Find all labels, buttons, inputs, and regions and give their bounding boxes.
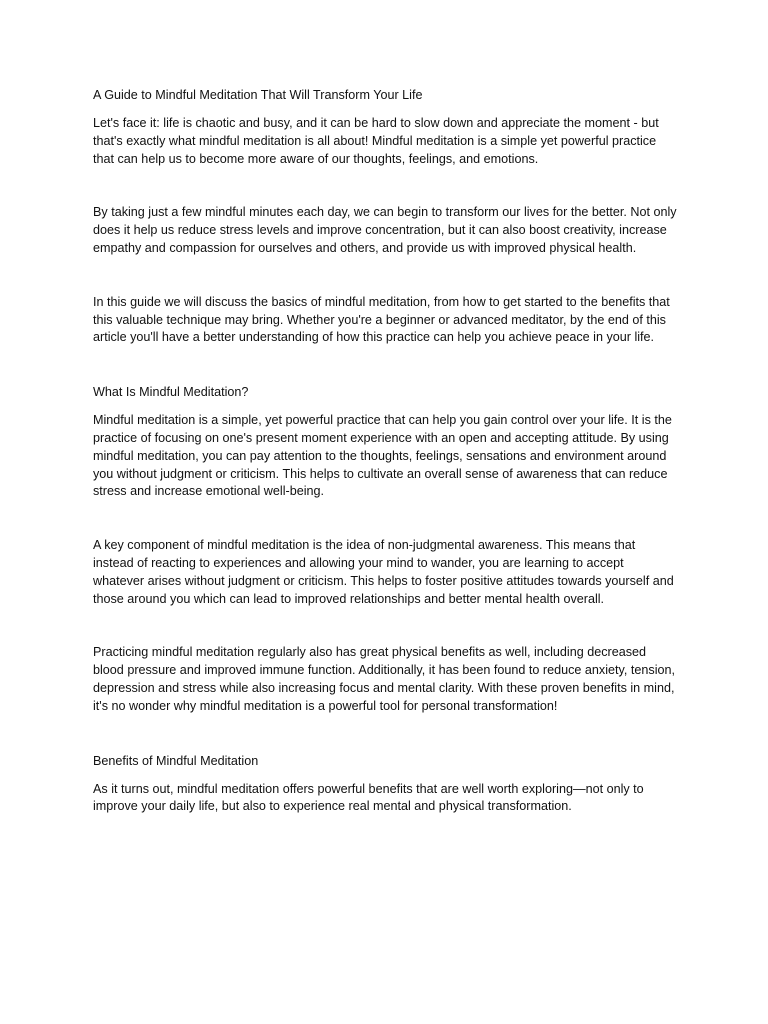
paragraph-spacer — [93, 716, 678, 752]
section1-paragraph-3: Practicing mindful meditation regularly also has great physical benefits as well, including decreased blood pressure and improved immune function. Additionally, it has been found to reduce anxiety, tension, depression and stress while also increasing focus and mental clarity. With these proven benefits in mind, it's no wonder why mindful meditation is a powerful tool for personal transformation! — [93, 645, 675, 713]
document-page — [93, 86, 678, 816]
intro-paragraph-3: In this guide we will discuss the basics of mindful meditation, from how to get started to the benefits that this valuable technique may bring. Whether you're a beginner or advanced meditator, by the end of this article you'll have a better understanding of how this practice can help you achieve peace in your life. — [93, 294, 670, 345]
paragraph-spacer — [93, 347, 678, 383]
section1-paragraph-2: A key component of mindful meditation is the idea of non-judgmental awareness. This means that instead of reacting to experiences and allowing your mind to wander, you are learning to accept whatever arises without judgment or criticism. This helps to foster positive attitudes towards yourself and those around you which can lead to improved relationships and better mental health overall. — [93, 538, 674, 606]
section2-paragraph-1: As it turns out, mindful meditation offers powerful benefits that are well worth exploring—not only to improve your daily life, but also to experience real mental and physical transformation. — [93, 781, 644, 814]
paragraph-spacer — [93, 608, 678, 644]
section-heading-what-is: What Is Mindful Meditation? — [93, 385, 249, 400]
paragraph-spacer — [93, 501, 678, 537]
paragraph-spacer — [93, 258, 678, 294]
intro-paragraph-1: Let's face it: life is chaotic and busy, and it can be hard to slow down and appreciate the moment - but that's exactly what mindful meditation is all about! Mindful meditation is a simple yet powerful practice that can help us to become more aware of our thoughts, feelings, and emotions. — [93, 116, 659, 166]
document-title: A Guide to Mindful Meditation That Will Transform Your Life — [93, 88, 423, 102]
intro-paragraph-2: By taking just a few mindful minutes each day, we can begin to transform our lives for the better. Not only does it help us reduce stress levels and improve concentration, but it can also boost creativity, increase empathy and compassion for ourselves and others, and provide us with improved physical health. — [93, 205, 677, 255]
section1-paragraph-1: Mindful meditation is a simple, yet powerful practice that can help you gain control over your life. It is the practice of focusing on one's present moment experience with an open and accepting attitude. By using mindful meditation, you can pay attention to the thoughts, feelings, sensations and environment around you without judgment or criticism. This helps to cultivate an overall sense of awareness that can reduce stress and increase emotional well-being. — [93, 413, 672, 499]
section-heading-benefits: Benefits of Mindful Meditation — [93, 753, 259, 768]
paragraph-spacer — [93, 168, 678, 204]
